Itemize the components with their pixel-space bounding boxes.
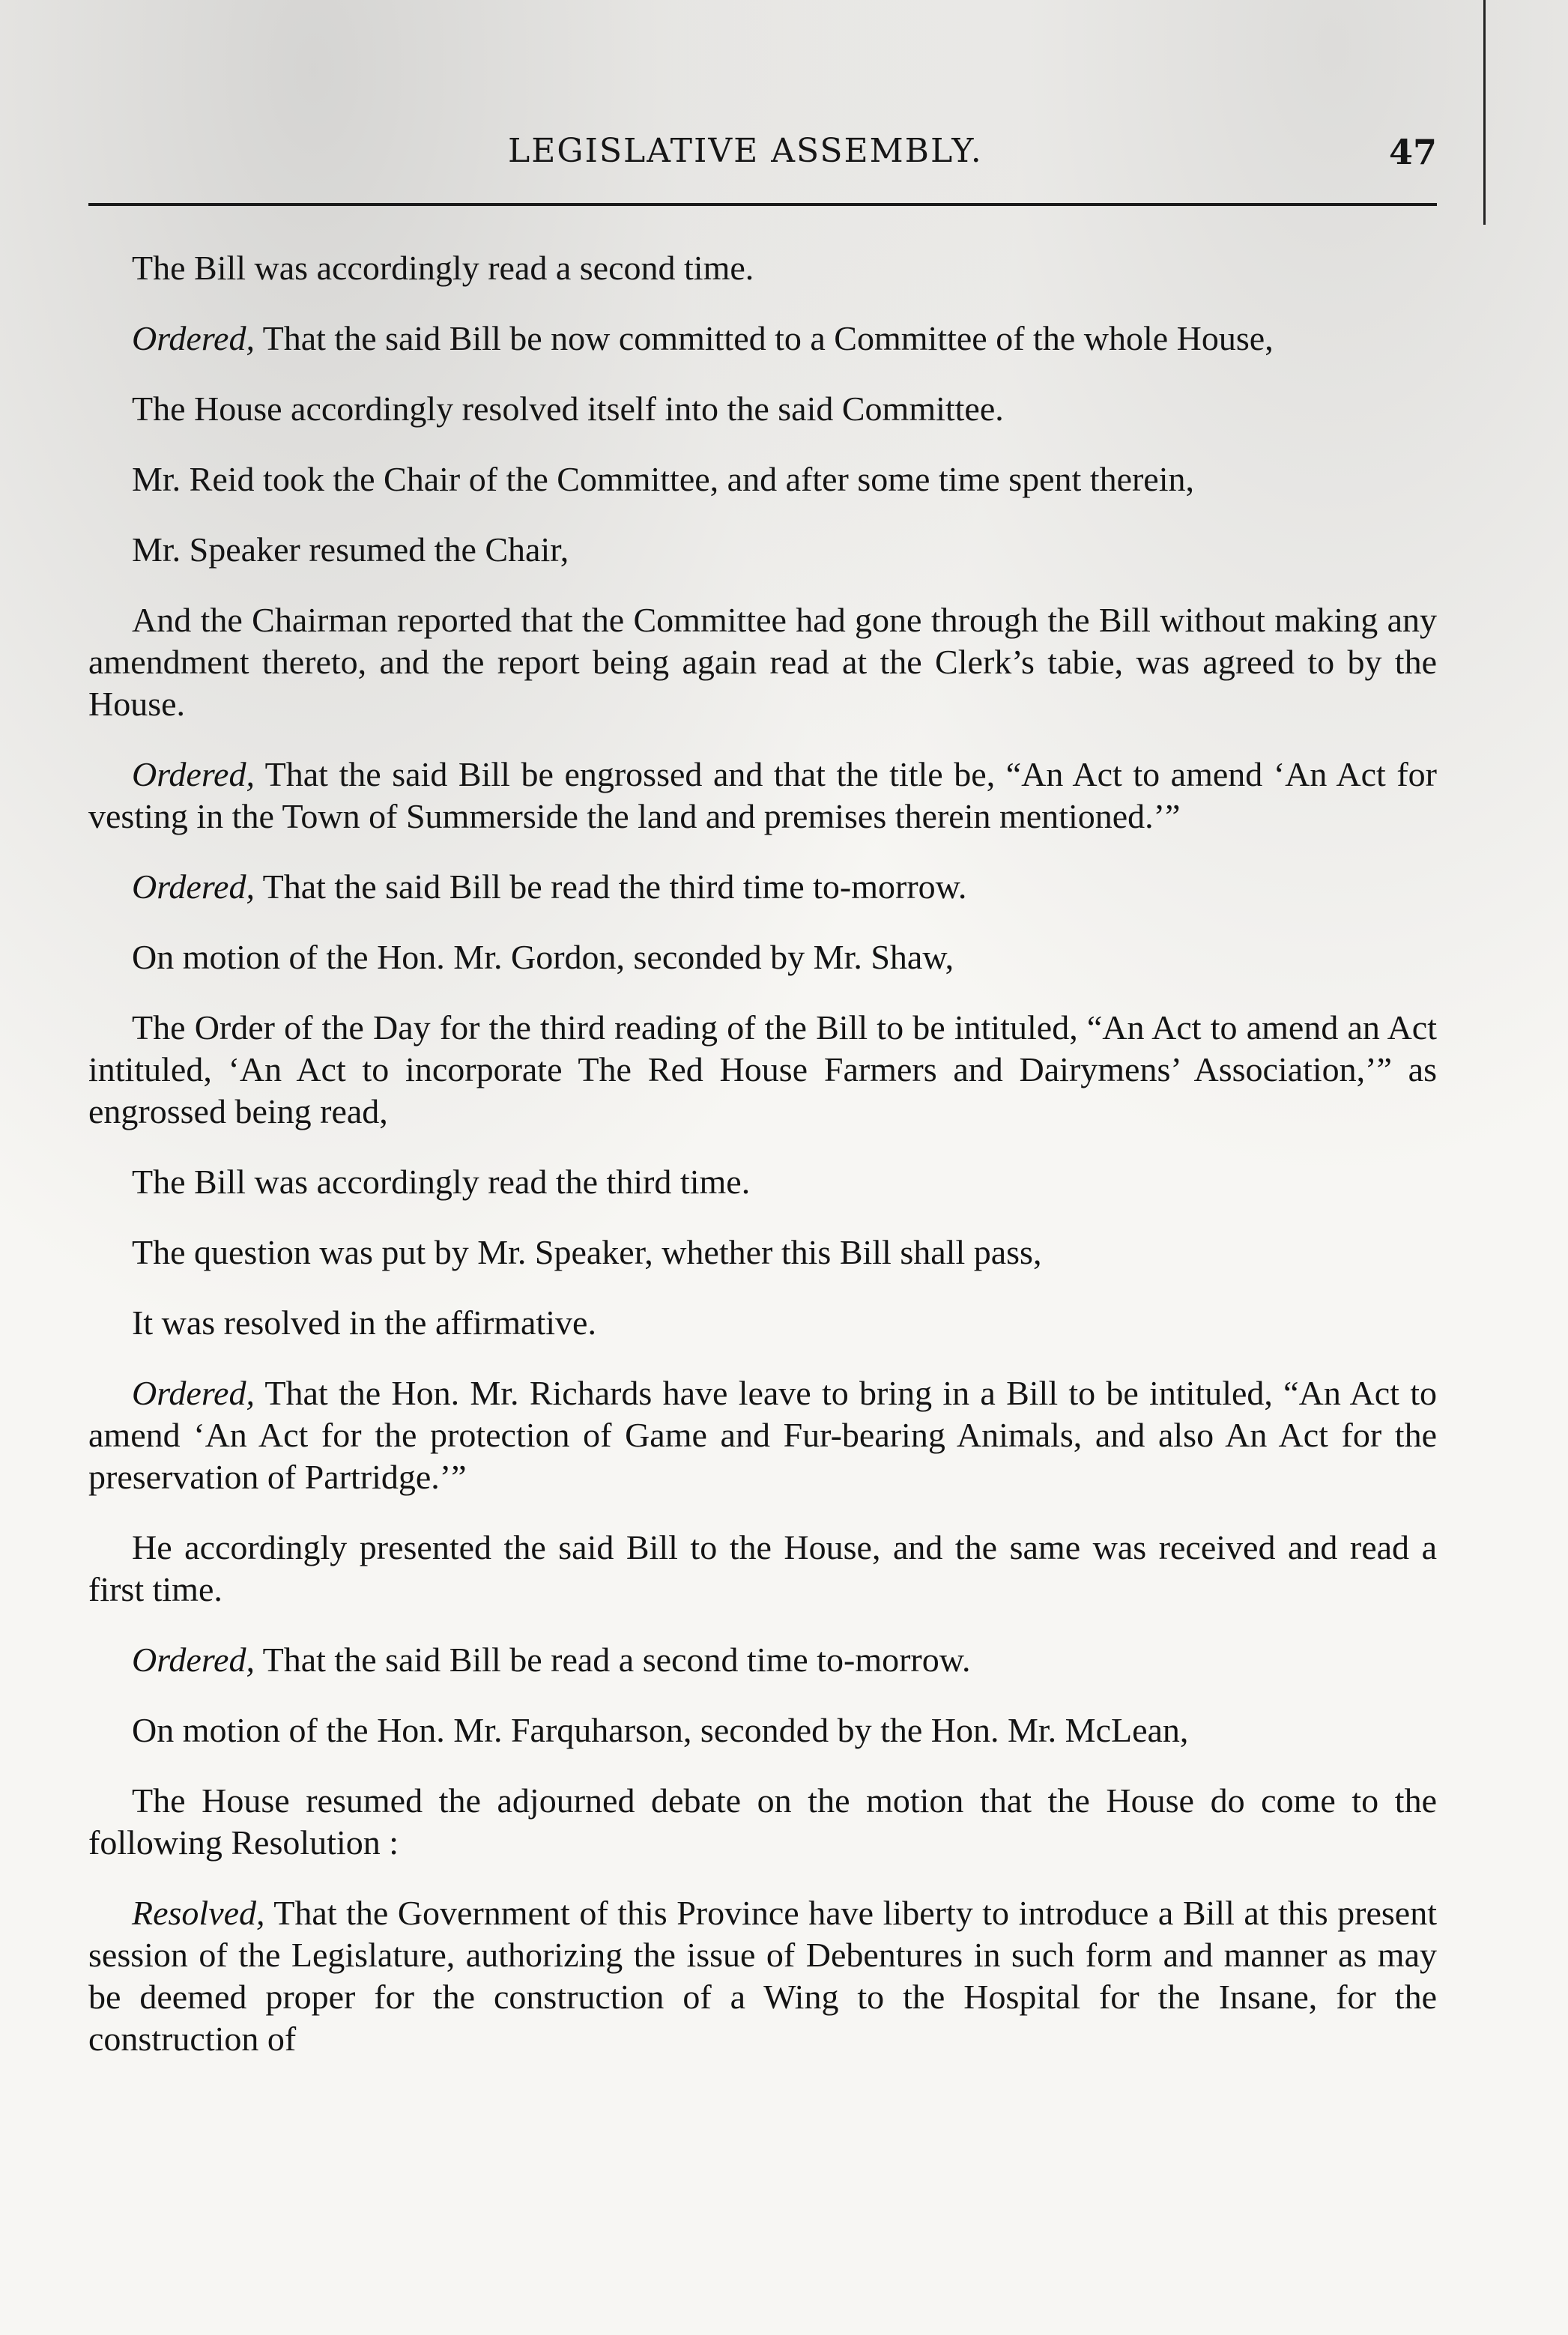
paragraph: The House resumed the adjourned debate on the motion that the House do come to the following Resolution : — [88, 1781, 1437, 1862]
paragraph: And the Chairman reported that the Committee had gone through the Bill without making any amendment thereto, and the report being again read at the Clerk’s tabie, was agreed to by the House. — [88, 601, 1437, 723]
paragraph: Ordered, That the said Bill be now committed to a Committee of the whole House, — [132, 319, 1274, 357]
paragraph: Resolved, That the Government of this Province have liberty to introduce a Bill at this present session of the Legislature, authorizing the issue of Debentures in such form and manner as may be deemed proper for the construction of a Wing to the Hospital for the Insane, for the construction of — [88, 1894, 1437, 2058]
running-head-title: LEGISLATIVE ASSEMBLY. — [508, 132, 983, 170]
paragraph: On motion of the Hon. Mr. Gordon, seconded by Mr. Shaw, — [132, 938, 954, 976]
paragraph: Ordered, That the said Bill be read a second time to-morrow. — [132, 1641, 971, 1679]
paragraph: The Bill was accordingly read a second time. — [132, 249, 754, 287]
header-rule — [88, 203, 1437, 206]
paragraph: Mr. Speaker resumed the Chair, — [132, 530, 569, 569]
paragraph: The House accordingly resolved itself into the said Committee. — [132, 390, 1004, 428]
page-edge-line — [1483, 0, 1486, 225]
paragraph: Ordered, That the said Bill be read the third time to-morrow. — [132, 867, 967, 906]
paragraph: Mr. Reid took the Chair of the Committee, and after some time spent therein, — [132, 460, 1195, 498]
paragraph: The Order of the Day for the third reading of the Bill to be intituled, “An Act to amend an Act intituled, ‘An Act to incorporate The Red House Farmers and Dairymens’ Association,’” as engrossed being read, — [88, 1008, 1437, 1130]
paragraph: The Bill was accordingly read the third time. — [132, 1163, 751, 1201]
paragraph: He accordingly presented the said Bill to the House, and the same was received and read a first time. — [88, 1528, 1437, 1608]
paragraph: Ordered, That the Hon. Mr. Richards have leave to bring in a Bill to be intituled, “An Act to amend ‘An Act for the protection of Game and Fur-bearing Animals, and also An Act for the preservation of Partridge.’” — [88, 1374, 1437, 1496]
paragraph: The question was put by Mr. Speaker, whether this Bill shall pass, — [132, 1233, 1042, 1271]
page-header — [88, 132, 1437, 192]
page-number: 47 — [1388, 132, 1437, 172]
paragraph: Ordered, That the said Bill be engrossed and that the title be, “An Act to amend ‘An Act for vesting in the Town of Summerside the land and premises therein mentioned.’” — [88, 755, 1437, 835]
paragraph: It was resolved in the affirmative. — [132, 1303, 596, 1342]
paragraph: On motion of the Hon. Mr. Farquharson, seconded by the Hon. Mr. McLean, — [132, 1711, 1189, 1749]
body-text — [88, 247, 1437, 2060]
